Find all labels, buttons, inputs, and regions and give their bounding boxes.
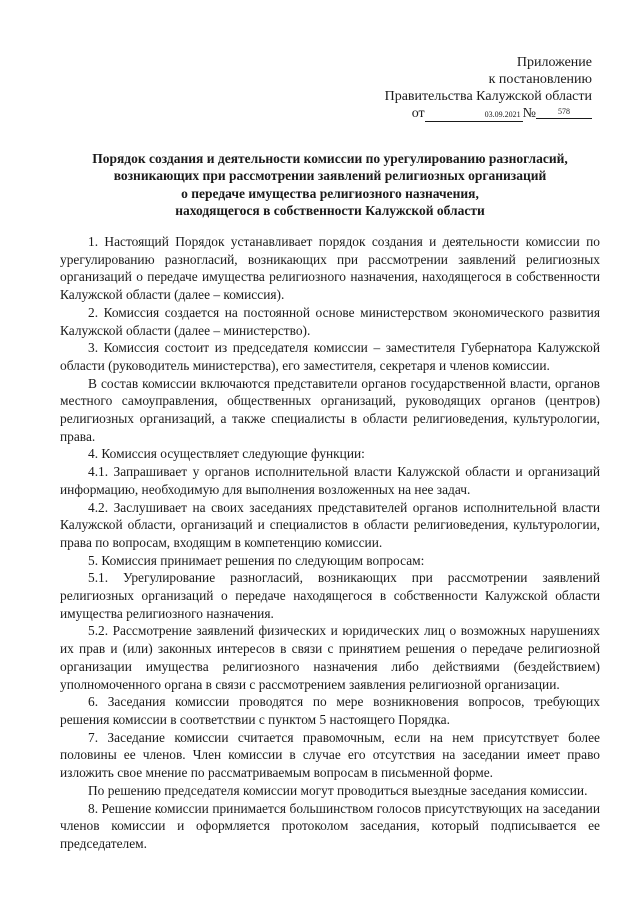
appendix-header xyxy=(292,54,592,122)
paragraph-8: 8. Решение комиссии принимается большинством голосов присутствующих на заседании членов комиссии и оформляется протоколом заседания, который подписывается ее председателем. xyxy=(60,800,600,851)
paragraph-3-composition: В состав комиссии включаются представители органов государственной власти, органов местного самоуправления, общественных организаций, руководящих органов (центров) религиозных организаций, а также специалисты в области религиоведения, культурологии, права. xyxy=(60,375,600,444)
resolution-number: 578 xyxy=(536,106,592,119)
paragraph-4: 4. Комиссия осуществляет следующие функции: xyxy=(88,446,365,462)
appendix-resolution: к постановлению xyxy=(488,72,592,87)
appendix-title: Приложение xyxy=(516,55,592,70)
paragraph-7: 7. Заседание комиссии считается правомочным, если на нем присутствует более половины ее членов. Член комиссии в случае его отсутствия на заседании имеет право изложить свое мнение по рассматриваемым вопросам в письменной форме. xyxy=(60,729,600,781)
title-line-2: возникающих при рассмотрении заявлений религиозных организаций xyxy=(113,168,547,184)
title-line-4: находящегося в собственности Калужской области xyxy=(175,203,485,219)
paragraph-7-field-meetings: По решению председателя комиссии могут проводиться выездные заседания комиссии. xyxy=(88,782,588,798)
from-label: от xyxy=(411,106,425,121)
paragraph-5-1: 5.1. Урегулирование разногласий, возникающих при рассмотрении заявлений религиозных организаций о передаче находящегося в собственности Калужской области имущества религиозного назначения. xyxy=(60,570,600,621)
paragraph-5-2: 5.2. Рассмотрение заявлений физических и юридических лиц о возможных нарушениях их прав и (или) законных интересов в связи с принятием решения о передаче религиозной организации имущества религиозного назначения либо действиями (бездействием) уполномоченного органа в связи с рассмотрением заявления религиозной организации. xyxy=(60,623,600,692)
paragraph-1: 1. Настоящий Порядок устанавливает порядок создания и деятельности комиссии по урегулированию разногласий, возникающих при рассмотрении заявлений религиозных организаций о передаче имущества религиозного назначения, находящегося в собственности Калужской области (далее – комиссия). xyxy=(60,234,600,303)
title-line-1: Порядок создания и деятельности комиссии по урегулированию разногласий, xyxy=(92,151,568,166)
paragraph-5: 5. Комиссия принимает решения по следующим вопросам: xyxy=(88,552,425,568)
paragraph-6: 6. Заседания комиссии проводятся по мере возникновения вопросов, требующих решения комиссии в соответствии с пунктом 5 настоящего Порядка. xyxy=(60,694,600,727)
paragraph-2: 2. Комиссия создается на постоянной основе министерством экономического развития Калужской области (далее – министерство). xyxy=(60,304,600,338)
number-label: № xyxy=(522,106,536,121)
paragraph-4-2: 4.2. Заслушивает на своих заседаниях представителей органов исполнительной власти Калужской области, организаций и специалистов в области религиоведения, культурологии, права по вопросам, входящим в компетенцию комиссии. xyxy=(60,499,600,550)
document-body xyxy=(60,233,600,853)
document-title xyxy=(70,150,590,220)
paragraph-3: 3. Комиссия состоит из председателя комиссии – заместителя Губернатора Калужской области (руководитель министерства), его заместителя, секретаря и членов комиссии. xyxy=(60,340,600,373)
paragraph-4-1: 4.1. Запрашивает у органов исполнительной власти Калужской области и организаций информацию, необходимую для выполнения возложенных на нее задач. xyxy=(60,464,600,497)
appendix-date-number-line xyxy=(292,105,592,122)
resolution-date: 03.09.2021 xyxy=(425,109,523,122)
title-line-3: о передаче имущества религиозного назначения, xyxy=(181,185,479,201)
appendix-government: Правительства Калужской области xyxy=(384,89,592,104)
